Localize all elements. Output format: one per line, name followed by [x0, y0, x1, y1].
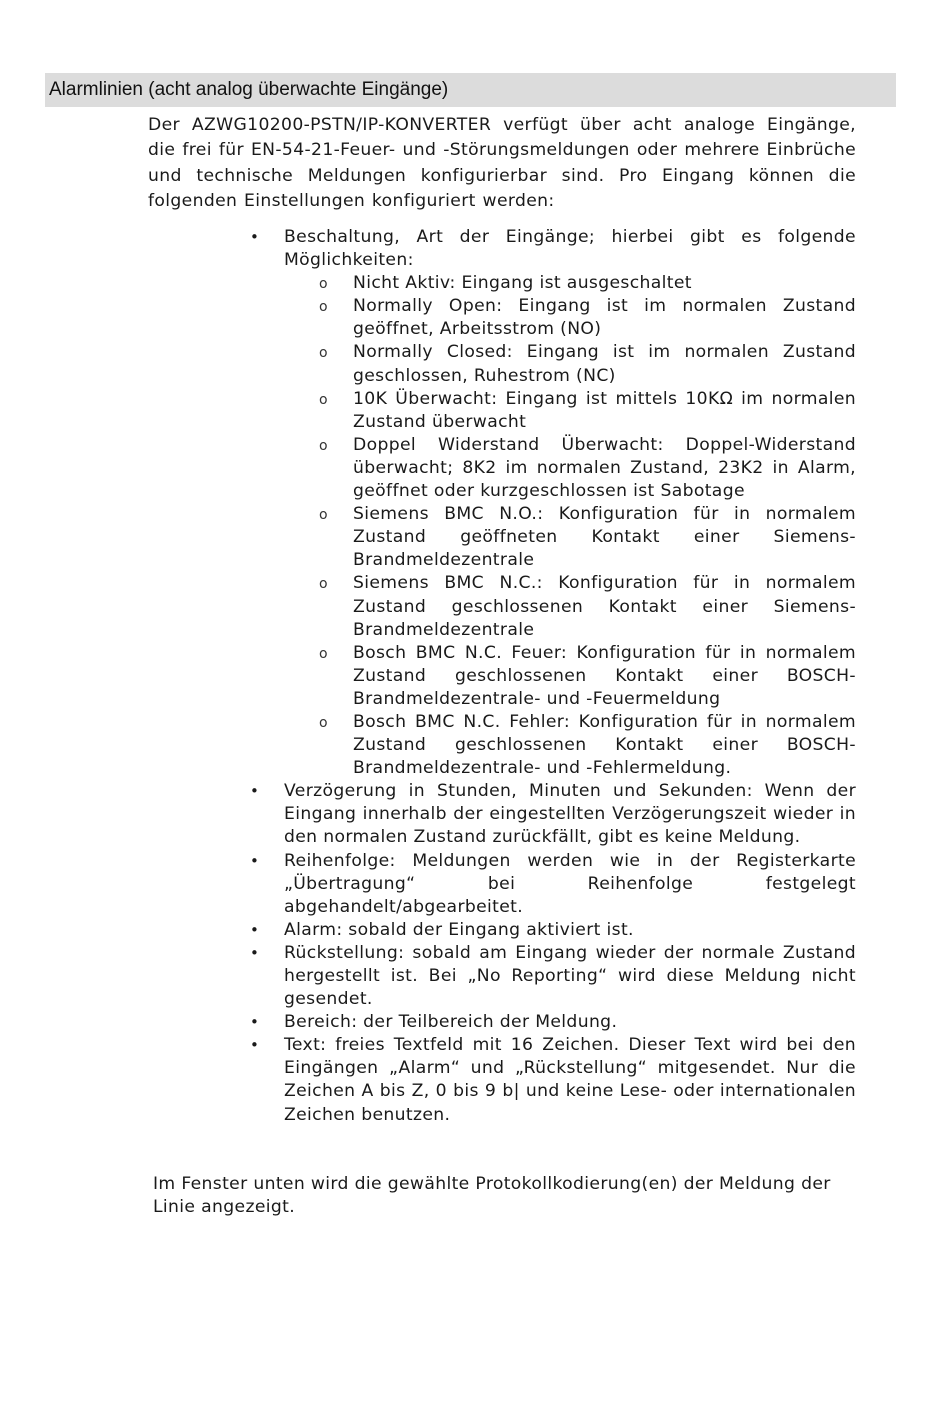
circle-bullet-icon: o [319, 299, 328, 316]
option-text: Nicht Aktiv: Eingang ist ausgeschaltet [353, 273, 692, 294]
option-item [319, 572, 856, 641]
option-item [319, 388, 856, 434]
circle-bullet-icon: o [319, 714, 328, 731]
bullet-icon: • [250, 943, 260, 962]
option-text: Doppel Widerstand Überwacht: Doppel-Widerstand überwacht; 8K2 im normalen Zustand, 23K2 in Alarm, geöffnet oder kurzgeschlossen ist Sabotage [353, 434, 856, 502]
bullet-icon: • [250, 782, 260, 801]
bullet-icon: • [250, 920, 260, 939]
beschaltung-text: Beschaltung, Art der Eingänge; hierbei gibt es folgende Möglichkeiten: [284, 227, 856, 271]
bullet-icon: • [250, 851, 260, 870]
option-text: Bosch BMC N.C. Feuer: Konfiguration für in normalem Zustand geschlossenen Kontakt einer BOSCH-Brandmeldezentrale- und -Feuermeldung [353, 642, 856, 709]
list-item-bereich [250, 1011, 856, 1034]
alarm-text: Alarm: sobald der Eingang aktiviert ist. [284, 919, 634, 940]
option-text: 10K Überwacht: Eingang ist mittels 10KΩ im normalen Zustand überwacht [353, 388, 856, 432]
closing-paragraph: Im Fenster unten wird die gewählte Protokollkodierung(en) der Meldung der Linie angezeigt. [153, 1174, 831, 1218]
option-text: Normally Open: Eingang ist im normalen Zustand geöffnet, Arbeitsstrom (NO) [353, 296, 856, 340]
list-item-beschaltung [250, 226, 856, 780]
rueckstellung-text: Rückstellung: sobald am Eingang wieder der normale Zustand hergestellt ist. Bei „No Reporting“ wird diese Meldung nicht gesendet. [284, 942, 856, 1010]
bullet-icon: • [250, 228, 260, 246]
circle-bullet-icon: o [319, 345, 328, 362]
option-item [319, 642, 856, 711]
circle-bullet-icon: o [319, 391, 328, 408]
intro-paragraph: Der AZWG10200-PSTN/IP-KONVERTER verfügt über acht analoge Eingänge, die frei für EN-54-21-Feuer- und -Störungsmeldungen oder mehrere Einbrüche und technische Meldungen konfigurierbar sind. Pro Eingang können die folgenden Einstellungen konfiguriert werden: [148, 115, 856, 211]
textfeld-text: Text: freies Textfeld mit 16 Zeichen. Dieser Text wird bei den Eingängen „Alarm“ und „Rückstellung“ mitgesendet. Nur die Zeichen A bis Z, 0 bis 9 b| und keine Lese- oder internationalen Zeichen benutzen. [284, 1035, 856, 1125]
option-text: Siemens BMC N.C.: Konfiguration für in normalem Zustand geschlossenen Kontakt einer Siemens-Brandmeldezentrale [353, 573, 856, 640]
reihenfolge-text: Reihenfolge: Meldungen werden wie in der Registerkarte „Übertragung“ bei Reihenfolge festgelegt abgehandelt/abgearbeitet. [284, 850, 856, 917]
option-item [319, 341, 856, 387]
list-item-rueckstellung [250, 942, 856, 1011]
option-text: Siemens BMC N.O.: Konfiguration für in normalem Zustand geöffneten Kontakt einer Siemens-Brandmeldezentrale [353, 504, 856, 571]
circle-bullet-icon: o [319, 276, 328, 293]
option-item [319, 295, 856, 341]
option-item [319, 272, 856, 295]
bullet-icon: • [250, 1013, 260, 1032]
option-text: Normally Closed: Eingang ist im normalen Zustand geschlossen, Ruhestrom (NC) [353, 342, 856, 386]
option-text: Bosch BMC N.C. Fehler: Konfiguration für in normalem Zustand geschlossenen Kontakt einer BOSCH-Brandmeldezentrale- und -Fehlermeldung. [353, 711, 856, 779]
option-item [319, 503, 856, 572]
bullet-icon: • [250, 1036, 260, 1055]
list-item-alarm [250, 919, 856, 942]
input-options-list [319, 272, 856, 780]
list-item-verzoegerung [250, 780, 856, 849]
option-item [319, 711, 856, 780]
list-item-reihenfolge [250, 850, 856, 919]
list-item-text [250, 1034, 856, 1126]
circle-bullet-icon: o [319, 576, 328, 593]
circle-bullet-icon: o [319, 507, 328, 524]
verzoegerung-text: Verzögerung in Stunden, Minuten und Sekunden: Wenn der Eingang innerhalb der eingestellten Verzögerungszeit wieder in den normalen Zustand zurückfällt, gibt es keine Meldung. [284, 781, 856, 848]
option-item [319, 434, 856, 503]
bereich-text: Bereich: der Teilbereich der Meldung. [284, 1012, 618, 1033]
circle-bullet-icon: o [319, 437, 328, 454]
circle-bullet-icon: o [319, 645, 328, 662]
section-heading: Alarmlinien (acht analog überwachte Eingänge) [45, 73, 896, 107]
settings-list [250, 226, 856, 1127]
